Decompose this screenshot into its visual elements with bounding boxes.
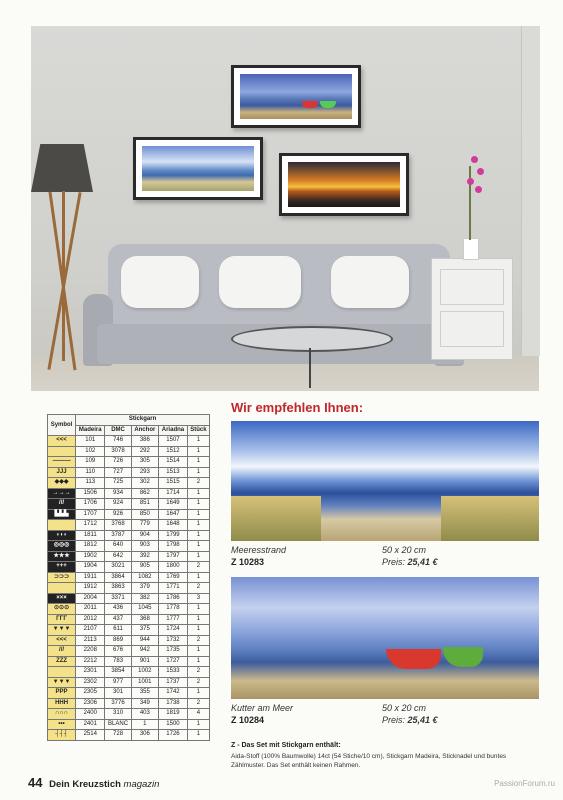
table-cell: 779 [131,520,158,531]
table-cell: 102 [76,446,105,457]
stickgarn-header: Stickgarn [76,415,210,426]
table-row [48,551,210,562]
symbol-cell: PPP [48,688,76,699]
symbol-header: Symbol [48,415,76,436]
table-cell: 726 [105,457,131,468]
table-cell: 1706 [76,499,105,510]
table-cell: 113 [76,478,105,489]
table-row [48,562,210,573]
symbol-cell: ▼▼▼ [48,625,76,636]
table-cell: 306 [131,730,158,741]
table-cell: 783 [105,656,131,667]
table-cell: 3864 [105,572,131,583]
table-cell: 901 [131,656,158,667]
table-cell: 1649 [159,499,188,510]
table-cell: BLANC [105,719,131,730]
table-cell: 2306 [76,698,105,709]
table-cell: 905 [131,562,158,573]
table-row [48,730,210,741]
table-cell: 1 [187,446,209,457]
table-cell: 903 [131,541,158,552]
thread-chart [47,414,210,741]
table-cell: 1045 [131,604,158,615]
table-cell: 1648 [159,520,188,531]
table-row [48,509,210,520]
symbol-cell: ◆◆◆ [48,478,76,489]
table-cell: 2212 [76,656,105,667]
table-row [48,572,210,583]
table-cell: 1771 [159,583,188,594]
table-cell: 1738 [159,698,188,709]
framed-picture-sunset [279,153,409,216]
table-cell: 2400 [76,709,105,720]
table-cell: 640 [105,541,131,552]
set-note-text: Aida-Stoff (100% Baumwolle) 14ct (54 Stiche/10 cm), Stickgarn Madeira, Sticknadel und buntes Zählmuster. Das Set enthält keinen Rahmen. [231,753,507,769]
table-cell: 1 [187,604,209,615]
table-row [48,583,210,594]
table-cell: 1819 [159,709,188,720]
table-row [48,446,210,457]
table-cell: 368 [131,614,158,625]
symbol-cell: ∩∩∩ [48,709,76,720]
table-cell: 301 [105,688,131,699]
wall-corner [521,26,540,356]
symbol-cell: ××× [48,593,76,604]
symbol-cell: ΓΓΓ [48,614,76,625]
table-cell: 1 [187,467,209,478]
product-image-meeresstrand [231,421,539,541]
interior-photo [31,26,539,391]
symbol-cell: JJJ [48,467,76,478]
table-cell: 1912 [76,583,105,594]
table-cell: 2301 [76,667,105,678]
table-cell: 1002 [131,667,158,678]
table-cell: 2 [187,478,209,489]
product-price: Preis: 25,41 € [382,557,438,567]
table-row [48,520,210,531]
table-cell: 2 [187,583,209,594]
table-cell: 1082 [131,572,158,583]
table-cell: 1797 [159,551,188,562]
table-cell: 1506 [76,488,105,499]
symbol-cell [48,583,76,594]
table-row [48,709,210,720]
table-cell: 1533 [159,667,188,678]
table-cell: 942 [131,646,158,657]
symbol-cell: <<< [48,436,76,447]
symbol-cell: +++ [48,562,76,573]
column-header: Anchor [131,425,158,436]
column-header: Stück [187,425,209,436]
table-cell: 1 [187,499,209,510]
symbol-cell: ▼▼▼ [48,677,76,688]
table-cell: 1 [187,520,209,531]
table-cell: 3078 [105,446,131,457]
table-cell: 1726 [159,730,188,741]
table-cell: 1777 [159,614,188,625]
table-cell: 101 [76,436,105,447]
table-cell: 1735 [159,646,188,657]
table-row [48,488,210,499]
orchid-vase [463,238,479,260]
table-row [48,625,210,636]
table-cell: 850 [131,509,158,520]
symbol-cell: <<< [48,635,76,646]
table-cell: 437 [105,614,131,625]
table-cell: 355 [131,688,158,699]
symbol-cell: /// [48,646,76,657]
table-cell: 924 [105,499,131,510]
table-cell: 1 [187,730,209,741]
table-cell: 2208 [76,646,105,657]
table-row [48,646,210,657]
table-cell: 310 [105,709,131,720]
table-cell: 1727 [159,656,188,667]
product-code: Z 10283 [231,557,265,567]
table-cell: 1786 [159,593,188,604]
table-cell: 1769 [159,572,188,583]
table-cell: 2004 [76,593,105,604]
table-cell: 727 [105,467,131,478]
framed-picture-boats [231,65,361,128]
symbol-cell: ◎◎◎ [48,541,76,552]
table-cell: 2012 [76,614,105,625]
table-cell: 611 [105,625,131,636]
recommendation-heading: Wir empfehlen Ihnen: [231,400,364,415]
table-cell: 1507 [159,436,188,447]
table-cell: 292 [131,446,158,457]
table-cell: 1778 [159,604,188,615]
table-cell: 2302 [76,677,105,688]
table-cell: 1902 [76,551,105,562]
table-cell: 1 [187,509,209,520]
table-cell: 3776 [105,698,131,709]
table-cell: 3021 [105,562,131,573]
table-cell: 1515 [159,478,188,489]
table-cell: 2 [187,677,209,688]
side-cabinet [431,258,513,360]
table-cell: 676 [105,646,131,657]
symbol-cell [48,446,76,457]
table-cell: 1 [131,719,158,730]
table-cell: 3854 [105,667,131,678]
table-cell: 3768 [105,520,131,531]
table-cell: 1513 [159,467,188,478]
table-row [48,499,210,510]
table-cell: 305 [131,457,158,468]
product-size: 50 x 20 cm [382,703,427,713]
watermark: PassionForum.ru [494,779,555,788]
table-cell: 869 [105,635,131,646]
table-cell: 2113 [76,635,105,646]
table-row [48,457,210,468]
table-cell: 1647 [159,509,188,520]
table-cell: 436 [105,604,131,615]
table-cell: 851 [131,499,158,510]
table-cell: 728 [105,730,131,741]
table-cell: 944 [131,635,158,646]
table-row [48,688,210,699]
table-cell: 1 [187,551,209,562]
table-cell: 379 [131,583,158,594]
table-cell: 1001 [131,677,158,688]
symbol-cell: ★★★ [48,551,76,562]
table-cell: 1512 [159,446,188,457]
table-cell: 2 [187,698,209,709]
symbol-cell: ••• [48,719,76,730]
column-header: Ariadna [159,425,188,436]
table-cell: 1904 [76,562,105,573]
product-code: Z 10284 [231,715,265,725]
symbol-cell: ——— [48,457,76,468]
coffee-table [231,326,393,352]
table-cell: 1 [187,719,209,730]
table-cell: 1712 [76,520,105,531]
table-cell: 110 [76,467,105,478]
floor-lamp-shade [31,144,93,192]
table-cell: 1707 [76,509,105,520]
table-cell: 302 [131,478,158,489]
table-cell: 1 [187,572,209,583]
table-row [48,604,210,615]
magazine-name: Dein Kreuzstich magazin [49,779,160,790]
table-cell: 746 [105,436,131,447]
table-cell: 3863 [105,583,131,594]
symbol-cell: ▙▙▙ [48,509,76,520]
table-cell: 2401 [76,719,105,730]
table-cell: 926 [105,509,131,520]
table-row [48,593,210,604]
table-cell: 934 [105,488,131,499]
table-cell: 1 [187,457,209,468]
table-cell: 977 [105,677,131,688]
product-name: Meeresstrand [231,545,287,555]
page-number: 44 [28,775,43,790]
table-cell: 1 [187,436,209,447]
table-cell: 1724 [159,625,188,636]
table-cell: 1500 [159,719,188,730]
product-size: 50 x 20 cm [382,545,427,555]
table-cell: 642 [105,551,131,562]
table-cell: 392 [131,551,158,562]
table-cell: 1799 [159,530,188,541]
page-footer [28,775,159,790]
table-cell: 1 [187,488,209,499]
product-name: Kutter am Meer [231,703,294,713]
table-cell: 1732 [159,635,188,646]
table-cell: 3 [187,593,209,604]
table-cell: 1742 [159,688,188,699]
column-header: DMC [105,425,131,436]
table-cell: 1 [187,688,209,699]
table-cell: 1 [187,614,209,625]
table-cell: 403 [131,709,158,720]
table-row [48,635,210,646]
table-row [48,667,210,678]
table-cell: 375 [131,625,158,636]
table-cell: 1 [187,625,209,636]
table-row [48,478,210,489]
table-cell: 382 [131,593,158,604]
product-image-kutter-am-meer [231,577,539,699]
table-cell: 862 [131,488,158,499]
table-cell: 725 [105,478,131,489]
symbol-cell: ⊃⊃⊃ [48,572,76,583]
table-cell: 1 [187,646,209,657]
table-row [48,719,210,730]
table-cell: 1911 [76,572,105,583]
table-cell: 293 [131,467,158,478]
table-row [48,656,210,667]
table-cell: 2514 [76,730,105,741]
table-cell: 349 [131,698,158,709]
table-cell: 2305 [76,688,105,699]
column-header: Madeira [76,425,105,436]
table-row [48,698,210,709]
table-row [48,467,210,478]
table-cell: 3371 [105,593,131,604]
table-row [48,614,210,625]
framed-picture-beach [133,137,263,200]
symbol-cell: /// [48,499,76,510]
symbol-cell [48,520,76,531]
symbol-cell: ◗◗◗ [48,530,76,541]
symbol-cell [48,667,76,678]
table-cell: 1812 [76,541,105,552]
table-cell: 109 [76,457,105,468]
symbol-cell: ZZZ [48,656,76,667]
table-cell: 2 [187,562,209,573]
table-cell: 1 [187,541,209,552]
table-cell: 1800 [159,562,188,573]
table-row [48,436,210,447]
table-cell: 2 [187,667,209,678]
symbol-cell: HHH [48,698,76,709]
table-cell: 1811 [76,530,105,541]
symbol-cell: →→→ [48,488,76,499]
symbol-cell: ┤┤┤ [48,730,76,741]
table-row [48,530,210,541]
product-price: Preis: 25,41 € [382,715,438,725]
table-row [48,541,210,552]
table-cell: 1798 [159,541,188,552]
table-cell: 1514 [159,457,188,468]
table-row [48,677,210,688]
table-cell: 1 [187,656,209,667]
table-cell: 1 [187,530,209,541]
table-cell: 1737 [159,677,188,688]
table-cell: 386 [131,436,158,447]
set-note-title: Z - Das Set mit Stickgarn enthält: [231,742,341,749]
table-cell: 2107 [76,625,105,636]
table-cell: 2 [187,635,209,646]
table-cell: 3787 [105,530,131,541]
table-cell: 2011 [76,604,105,615]
table-cell: 904 [131,530,158,541]
symbol-cell: ⊙⊙⊙ [48,604,76,615]
table-cell: 1714 [159,488,188,499]
table-cell: 4 [187,709,209,720]
